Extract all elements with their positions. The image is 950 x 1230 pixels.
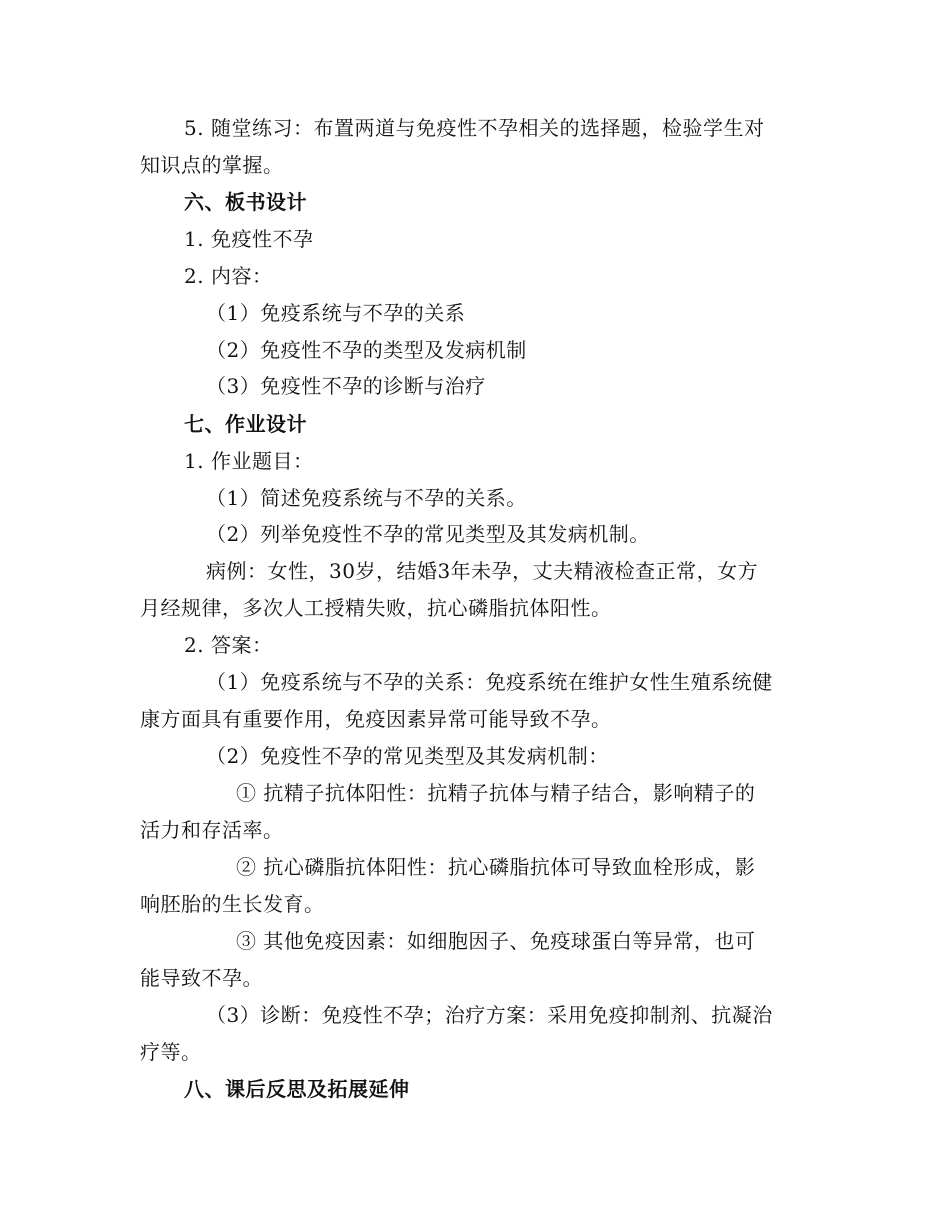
paragraph-line: 响胚胎的生长发育。 [140, 892, 325, 916]
paragraph-line: 病例：女性，30岁，结婚3年未孕，丈夫精液检查正常，女方 [206, 559, 759, 583]
paragraph-line: 活力和存活率。 [140, 818, 284, 842]
list-subitem: （1）简述免疫系统与不孕的关系。 [206, 486, 527, 510]
paragraph-line: 5. 随堂练习：布置两道与免疫性不孕相关的选择题，检验学生对 [184, 116, 765, 140]
list-subitem: ② 抗心磷脂抗体阳性：抗心磷脂抗体可导致血栓形成，影 [236, 855, 756, 879]
list-item: 1. 免疫性不孕 [184, 227, 314, 251]
list-subitem: ① 抗精子抗体阳性：抗精子抗体与精子结合，影响精子的 [236, 781, 756, 805]
paragraph-line: 知识点的掌握。 [140, 153, 284, 177]
list-subitem: （1）免疫系统与不孕的关系：免疫系统在维护女性生殖系统健 [206, 670, 773, 694]
list-subitem: （2）列举免疫性不孕的常见类型及其发病机制。 [206, 522, 650, 546]
list-item: 2. 答案： [184, 633, 273, 657]
list-item: 1. 作业题目： [184, 449, 314, 473]
section-heading: 七、作业设计 [184, 412, 307, 436]
paragraph-line: 康方面具有重要作用，免疫因素异常可能导致不孕。 [140, 707, 612, 731]
section-heading: 八、课后反思及拓展延伸 [184, 1077, 410, 1101]
list-subitem: （2）免疫性不孕的类型及发病机制 [206, 338, 527, 362]
paragraph-line: 能导致不孕。 [140, 966, 263, 990]
section-heading: 六、板书设计 [184, 190, 307, 214]
list-item: 2. 内容： [184, 264, 273, 288]
paragraph-line: 月经规律，多次人工授精失败，抗心磷脂抗体阳性。 [140, 596, 612, 620]
list-subitem: （3）免疫性不孕的诊断与治疗 [206, 374, 486, 398]
list-subitem: （3）诊断：免疫性不孕；治疗方案：采用免疫抑制剂、抗凝治 [206, 1003, 773, 1027]
paragraph-line: 疗等。 [140, 1040, 202, 1064]
list-subitem: （1）免疫系统与不孕的关系 [206, 301, 466, 325]
list-subitem: （2）免疫性不孕的常见类型及其发病机制： [206, 744, 609, 768]
list-subitem: ③ 其他免疫因素：如细胞因子、免疫球蛋白等异常，也可 [236, 929, 756, 953]
